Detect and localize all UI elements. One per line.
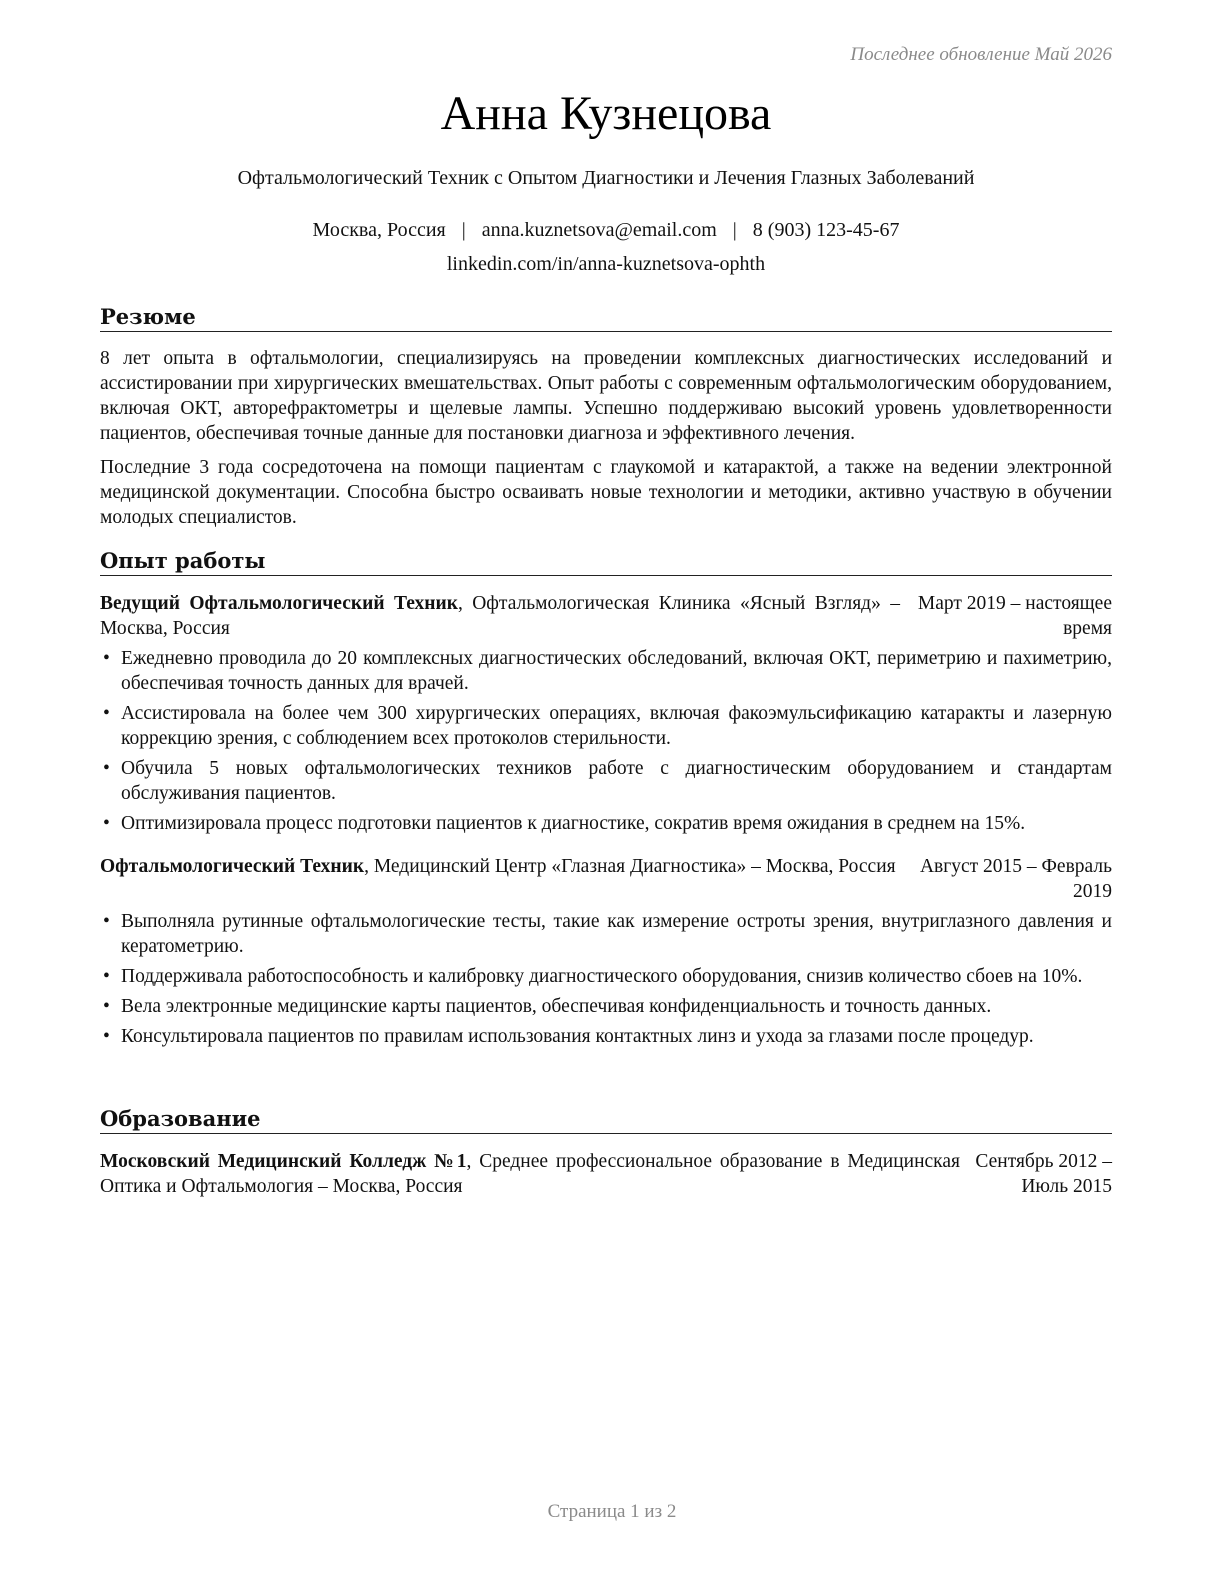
- job-title: Ведущий Офтальмологический Техник: [100, 593, 458, 614]
- job-bullets: [100, 909, 1112, 1049]
- contact-separator: |: [461, 219, 466, 241]
- job-bullets: [100, 646, 1112, 836]
- summary-section: [100, 304, 1112, 530]
- education-dates: Сентябрь 2012 – Июль 2015: [975, 1151, 1112, 1197]
- bullet-icon: •: [103, 911, 110, 932]
- bullet-text: Оптимизировала процесс подготовки пациентов к диагностике, сократив время ожидания в среднем на 15%.: [121, 813, 1026, 834]
- education-school-degree: [100, 1149, 960, 1199]
- last-updated-note: Последнее обновление Май 2026: [850, 44, 1112, 65]
- summary-paragraph: 8 лет опыта в офтальмологии, специализируясь на проведении комплексных диагностических исследований и ассистировании при хирургических вмешательствах. Опыт работы с современным офтальмологическим оборудованием, включая ОКТ, авторефрактометры и щелевые лампы. Успешно поддерживаю высокий уровень удовлетворенности пациентов, обеспечивая точные данные для постановки диагноза и эффективного лечения.: [100, 348, 1112, 444]
- contact-info: [100, 219, 1112, 242]
- list-item: [100, 811, 1112, 836]
- bullet-text: Ежедневно проводила до 20 комплексных диагностических обследований, включая ОКТ, периметрию и пахиметрию, обеспечивая точность данных для врачей.: [121, 648, 1112, 694]
- job-title-employer: [100, 854, 900, 879]
- bullet-icon: •: [103, 813, 110, 834]
- bullet-icon: •: [103, 758, 110, 779]
- job-header: [100, 591, 1112, 641]
- job-header: [100, 854, 1112, 904]
- job-dates: Август 2015 – Февраль 2019: [919, 856, 1112, 902]
- education-degree: , Среднее профессиональное образование в Медицинская Оптика и Офтальмология – Москва, Россия: [100, 1151, 960, 1197]
- page-number: Страница 1 из 2: [547, 1501, 677, 1522]
- summary-paragraph: Последние 3 года сосредоточена на помощи пациентам с глаукомой и катарактой, а также на ведении электронной медицинской документации. Способна быстро осваивать новые технологии и методики, активно участвую в обучении молодых специалистов.: [100, 457, 1112, 528]
- job-title-employer: [100, 591, 900, 641]
- bullet-text: Поддерживала работоспособность и калибровку диагностического оборудования, снизив количество сбоев на 10%.: [121, 966, 1083, 987]
- list-item: [100, 994, 1112, 1019]
- candidate-name: Анна Кузнецова: [440, 87, 772, 140]
- list-item: [100, 756, 1112, 806]
- job-employer: , Медицинский Центр «Глазная Диагностика» – Москва, Россия: [364, 856, 896, 877]
- contact-separator: |: [732, 219, 737, 241]
- education-entry: [100, 1149, 1112, 1199]
- list-item: [100, 701, 1112, 751]
- bullet-icon: •: [103, 648, 110, 669]
- bullet-text: Ассистировала на более чем 300 хирургических операциях, включая факоэмульсификацию катаракты и лазерную коррекцию зрения, с соблюдением всех протоколов стерильности.: [121, 703, 1112, 749]
- bullet-icon: •: [103, 996, 110, 1017]
- list-item: [100, 964, 1112, 989]
- list-item: [100, 1024, 1112, 1049]
- experience-section: [100, 548, 1112, 1054]
- experience-heading: Опыт работы: [100, 548, 1112, 576]
- job-employer: , Офтальмологическая Клиника «Ясный Взгляд» – Москва, Россия: [100, 593, 900, 639]
- contact-location: Москва, Россия: [312, 219, 446, 241]
- contact-email-link[interactable]: anna.kuznetsova@email.com: [481, 219, 717, 241]
- job-dates: Март 2019 – настоящее время: [917, 593, 1112, 639]
- bullet-text: Обучила 5 новых офтальмологических техников работе с диагностическим оборудованием и стандартам обслуживания пациентов.: [121, 758, 1112, 804]
- bullet-text: Выполняла рутинные офтальмологические тесты, такие как измерение остроты зрения, внутриглазного давления и кератометрию.: [121, 911, 1112, 957]
- bullet-icon: •: [103, 966, 110, 987]
- job-entry: [100, 591, 1112, 836]
- list-item: [100, 909, 1112, 959]
- bullet-text: Вела электронные медицинские карты пациентов, обеспечивая конфиденциальность и точность данных.: [121, 996, 992, 1017]
- education-section: [100, 1106, 1112, 1199]
- education-heading: Образование: [100, 1106, 1112, 1134]
- job-title: Офтальмологический Техник: [100, 856, 365, 877]
- job-entry: [100, 854, 1112, 1049]
- bullet-icon: •: [103, 703, 110, 724]
- education-school: Московский Медицинский Колледж №1: [100, 1151, 467, 1172]
- summary-heading: Резюме: [100, 304, 1112, 332]
- linkedin-link[interactable]: linkedin.com/in/anna-kuznetsova-ophth: [446, 253, 766, 275]
- bullet-text: Консультировала пациентов по правилам использования контактных линз и ухода за глазами после процедур.: [121, 1026, 1034, 1047]
- list-item: [100, 646, 1112, 696]
- contact-phone: 8 (903) 123-45-67: [752, 219, 900, 241]
- bullet-icon: •: [103, 1026, 110, 1047]
- candidate-headline: Офтальмологический Техник с Опытом Диагностики и Лечения Глазных Заболеваний: [237, 167, 975, 189]
